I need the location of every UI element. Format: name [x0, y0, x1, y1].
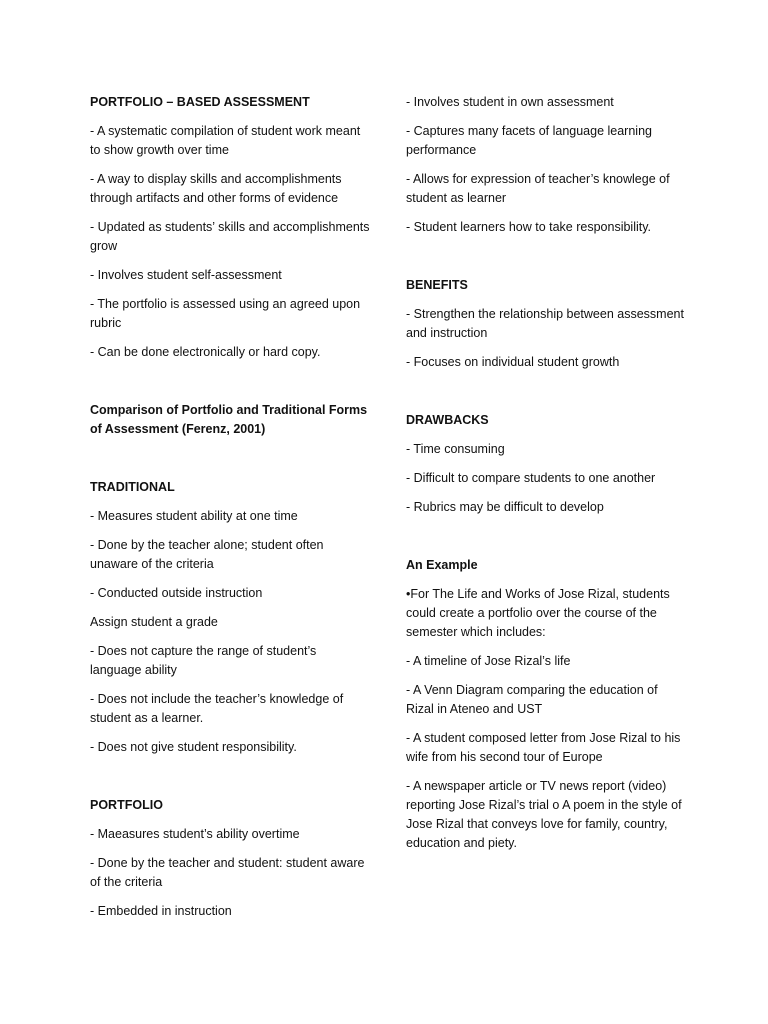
section-heading: Comparison of Portfolio and Traditional Forms of Assessment (Ferenz, 2001): [90, 403, 368, 436]
traditional-section: [90, 478, 370, 757]
left-column: [90, 93, 370, 931]
list-item: - Does not include the teacher’s knowledge of student as a learner.: [90, 692, 344, 725]
list-item: - Involves student self-assessment: [90, 268, 282, 282]
portfolio-section: [90, 796, 370, 921]
list-item: - Focuses on individual student growth: [406, 355, 620, 369]
list-item: - Updated as students’ skills and accomplishments grow: [90, 220, 370, 253]
list-item: - A newspaper article or TV news report (video) reporting Jose Rizal’s trial o A poem in the style of Jose Rizal that conveys love for family, country, education and piety.: [406, 779, 682, 850]
list-item: - Strengthen the relationship between assessment and instruction: [406, 307, 684, 340]
list-item: - Done by the teacher alone; student often unaware of the criteria: [90, 538, 324, 571]
portfolio-continued-section: [406, 93, 686, 237]
example-section: [406, 556, 686, 853]
list-item: - Can be done electronically or hard copy.: [90, 345, 321, 359]
list-item: - A Venn Diagram comparing the education of Rizal in Ateneo and UST: [406, 683, 658, 716]
spacer: [406, 527, 686, 556]
section-heading: TRADITIONAL: [90, 480, 175, 494]
section-heading: An Example: [406, 558, 478, 572]
list-item: - A systematic compilation of student work meant to show growth over time: [90, 124, 361, 157]
list-item: - Does not capture the range of student’s language ability: [90, 644, 317, 677]
list-item: Assign student a grade: [90, 615, 218, 629]
portfolio-based-assessment-section: [90, 93, 370, 362]
list-item: - Rubrics may be difficult to develop: [406, 500, 604, 514]
spacer: [90, 449, 370, 478]
list-item: - Maeasures student’s ability overtime: [90, 827, 300, 841]
list-item: - A student composed letter from Jose Rizal to his wife from his second tour of Europe: [406, 731, 681, 764]
section-heading: DRAWBACKS: [406, 413, 489, 427]
list-item: - Embedded in instruction: [90, 904, 232, 918]
list-item: - Student learners how to take responsibility.: [406, 220, 652, 234]
spacer: [406, 247, 686, 276]
comparison-section: [90, 401, 370, 439]
drawbacks-section: [406, 411, 686, 517]
section-heading: BENEFITS: [406, 278, 468, 292]
list-item: - Conducted outside instruction: [90, 586, 263, 600]
list-item: - Does not give student responsibility.: [90, 740, 297, 754]
list-item: - A timeline of Jose Rizal’s life: [406, 654, 571, 668]
list-item: - The portfolio is assessed using an agreed upon rubric: [90, 297, 361, 330]
section-heading: PORTFOLIO – BASED ASSESSMENT: [90, 95, 310, 109]
list-item: - Done by the teacher and student: student aware of the criteria: [90, 856, 365, 889]
list-item: - A way to display skills and accomplishments through artifacts and other forms of evidence: [90, 172, 342, 205]
right-column: [406, 93, 686, 863]
spacer: [90, 372, 370, 401]
list-item: - Measures student ability at one time: [90, 509, 298, 523]
list-item: - Time consuming: [406, 442, 505, 456]
list-item: - Difficult to compare students to one another: [406, 471, 656, 485]
list-item: - Involves student in own assessment: [406, 95, 614, 109]
list-item: •For The Life and Works of Jose Rizal, students could create a portfolio over the course of the semester which includes:: [406, 587, 670, 639]
spacer: [90, 767, 370, 796]
benefits-section: [406, 276, 686, 372]
list-item: - Allows for expression of teacher’s knowlege of student as learner: [406, 172, 670, 205]
spacer: [406, 382, 686, 411]
list-item: - Captures many facets of language learning performance: [406, 124, 652, 157]
section-heading: PORTFOLIO: [90, 798, 163, 812]
